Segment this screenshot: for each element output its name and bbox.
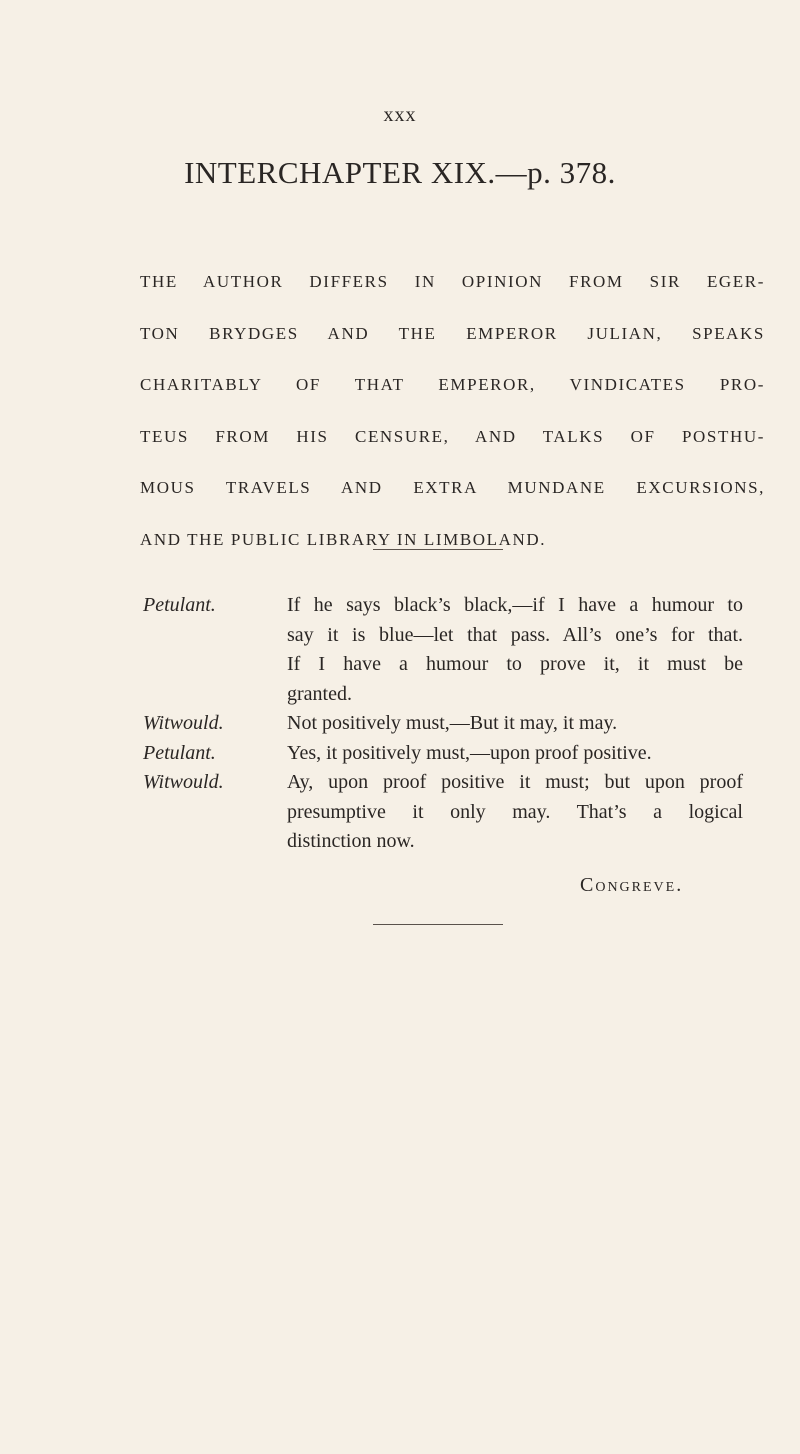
page-number: xxx bbox=[383, 104, 417, 126]
divider-rule bbox=[373, 924, 503, 925]
chapter-summary bbox=[140, 271, 765, 580]
dialogue-speech bbox=[143, 709, 743, 739]
summary-line: MOUS TRAVELS AND EXTRA MUNDANE EXCURSIONS, bbox=[140, 478, 765, 497]
dialogue-speech bbox=[143, 739, 743, 769]
speech-line: If I have a humour to prove it, it must be bbox=[287, 653, 743, 675]
summary-line: TON BRYDGES AND THE EMPEROR JULIAN, SPEAKS bbox=[140, 323, 765, 343]
speech-line: Not positively must,—But it may, it may. bbox=[287, 712, 618, 734]
chapter-title: INTERCHAPTER XIX.—p. 378. bbox=[184, 155, 616, 190]
speech-line: presumptive it only may. That’s a logical bbox=[287, 800, 743, 823]
summary-line: CHARITABLY OF THAT EMPEROR, VINDICATES PRO- bbox=[140, 375, 765, 394]
speech-text bbox=[287, 739, 743, 769]
speech-text bbox=[287, 591, 743, 709]
summary-line: THE AUTHOR DIFFERS IN OPINION FROM SIR EGER- bbox=[140, 272, 765, 291]
speech-line: granted. bbox=[287, 682, 352, 705]
speaker-name: Witwould. bbox=[143, 771, 224, 793]
summary-line: AND THE PUBLIC LIBRARY IN LIMBOLAND. bbox=[140, 529, 547, 549]
speaker-name: Petulant. bbox=[143, 741, 216, 764]
speech-text bbox=[287, 709, 743, 739]
speech-line: Ay, upon proof positive it must; but upon proof bbox=[287, 771, 743, 793]
dialogue-speech bbox=[143, 591, 743, 709]
speaker-name: Petulant. bbox=[143, 594, 216, 616]
summary-line: TEUS FROM HIS CENSURE, AND TALKS OF POSTHU- bbox=[140, 426, 765, 446]
speech-line: say it is blue—let that pass. All’s one’s for that. bbox=[287, 623, 743, 646]
attribution: Congreve. bbox=[580, 874, 684, 896]
speaker-name: Witwould. bbox=[143, 712, 224, 734]
speech-line: distinction now. bbox=[287, 830, 415, 852]
epigraph-dialogue bbox=[143, 591, 743, 857]
speech-text bbox=[287, 768, 743, 857]
dialogue-speech bbox=[143, 768, 743, 857]
divider-rule bbox=[373, 549, 503, 550]
speech-line: If he says black’s black,—if I have a humour to bbox=[287, 594, 743, 616]
speech-line: Yes, it positively must,—upon proof positive. bbox=[287, 741, 652, 764]
